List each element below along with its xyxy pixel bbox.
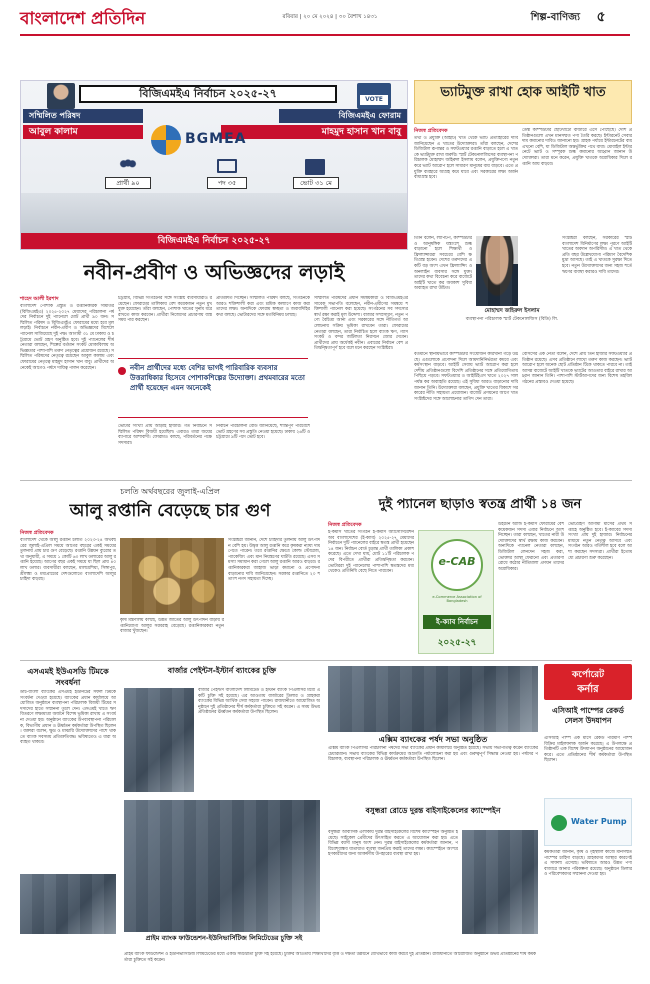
ballot-icon [305, 159, 325, 175]
corporate-corner-badge [544, 664, 632, 700]
corporate-line2: কর্নার [577, 684, 599, 695]
stat-candidates: প্রার্থী ৯০ [105, 177, 151, 189]
prime-photo [124, 800, 320, 932]
election-headline: নবীন-প্রবীণ ও অভিজ্ঞদের লড়াই [83, 260, 345, 284]
bartar-body: বার্জার পেইন্টস বাংলাদেশ লিমিটেড ও ইস্টার্ন ব্যাংক পিএলসির মধ্যে একটি চুক্তি সই হয়েছে। এর আওতায় বার্জারের ডিলার ও গ্রাহকরা ব্যাংকের বিভিন্ন আর্থিক সেবা সহজে পাবেন। রাজধানীতে আয়োজিত অনুষ্ঠানে দুই প্রতিষ্ঠানের শীর্ষ কর্মকর্তারা চুক্তিতে সই করেন। এ সময় উভয় প্রতিষ্ঠানের ঊর্ধ্বতন কর্মকর্তারা উপস্থিত ছিলেন। [198, 688, 320, 716]
vote-label: VOTE [360, 95, 388, 105]
banner-title-box: বিজিএমইএ নির্বাচন ২০২৫-২৭ [79, 85, 337, 103]
vat-body-col2b: সংশ্লিষ্টরা বলছেন, সরকারের স্মার্ট বাংলাদেশ বিনির্মাণের লক্ষ্য পূরণে আইটি খাতের অবদান অপরিসীম। এ খাত থেকে প্রতি বছর উল্লেখযোগ্য পরিমাণ বৈদেশিক মুদ্রা আসছে। তাই এ খাতকে সুরক্ষা দিতে হবে। নতুন উদ্যোক্তাদের জন্য সহজ শর্তে ঋণের ব্যবস্থা করারও দাবি তাদের। [562, 236, 632, 275]
election-body-col4: সম্মিলিত পরিষদের প্রধান সমন্বয়কারী ও বিজিএমইএর সাবেক সভাপতি বলেছেন, নবীন-প্রবীণের সমন্বয়ে শক্তিশালী প্যানেল করা হয়েছে। সংগঠনের সব সদস্যের স্বার্থ রক্ষা করাই মূল উদ্দেশ্য। বাজার সম্প্রসারণ, নতুন পণ্যে বৈচিত্র্য আনা এবং সরকারের সঙ্গে নীতিগত আলোচনায় সক্রিয় ভূমিকা রাখবেন তারা। ফোরামের নেতারা বলছেন, তারা নির্বাচিত হলে ব্যাংক ঋণ, গ্যাস সংকট ও বন্দর জটিলতা নিরসনে জোর দেবেন। প্রার্থীদের প্রায় অর্ধেকই নবীন। এবারের নির্বাচন বেশ প্রতিদ্বন্দ্বিতাপূর্ণ হবে বলে মনে করছেন সংশ্লিষ্টরা। [314, 296, 408, 352]
masthead-logo: বাংলাদেশ প্রতিদিন [20, 9, 146, 29]
ecab-body-col1: ই-কমার্স খাতের সংগঠন ই-কমার্স অ্যাসোসিয়েশন অব বাংলাদেশের (ই-ক্যাব) ২০২৫-২৭ মেয়াদের নির্বাচনে দুটি প্যানেলের বাইরে স্বতন্ত্র প্রার্থী হয়েছেন ১৪ জন। নির্বাচন বোর্ড চূড়ান্ত প্রার্থী তালিকা প্রকাশ করেছে। এতে দেখা যায়, মোট ১১টি পরিচালক পদের বিপরীতে প্রার্থীরা প্রতিদ্বন্দ্বিতা করবেন। ভোটাররা দুই প্যানেলের পাশাপাশি স্বতন্ত্রদের মধ্য থেকেও প্রতিনিধি বেছে নিতে পারবেন। [328, 530, 414, 575]
vat-photo-caption: ব্যবস্থাপনা পরিচালক স্মার্ট টেকনোলজিস (বিডি) লি. [465, 317, 559, 322]
monitor-icon [217, 159, 237, 173]
pullquote-text: নবীন প্রার্থীদের মধ্যে বেশির ভাগই পারিবারিক ব্যবসার উত্তরাধিকার হিসেবে পোশাকশিল্পের উদ্যোক্তা। প্রথমবারের মতো প্রার্থী হয়েছেন এমন অনেকেই [130, 364, 305, 392]
masthead-date: রবিবার | ২০ মে ২০২৪ | ৩০ বৈশাখ ১৪৩১ [282, 14, 378, 20]
prime-title: প্রাইম ব্যাংক ফাউন্ডেশন-ইউনিভার্সিটিজ লিমিটেডের চুক্তি সই [145, 934, 303, 942]
ecab-card-title: ই-ক্যাব নির্বাচন [423, 615, 491, 629]
acc-body-2: কর্মকর্তারা জানান, কৃষি ও গৃহস্থালি কাজে মানসম্মত পাম্পের চাহিদা বাড়ছে। গ্রাহকদের আস্থার কারণেই এ সাফল্য এসেছে। ভবিষ্যতে আরও উন্নত পণ্য বাজারে আনার পরিকল্পনা রয়েছে। অনুষ্ঠানে ডিলার ও পরিবেশকদের সম্মাননা দেওয়া হয়। [544, 850, 632, 878]
sme-title: এসএমই ইউএসডি টিমকে সংবর্ধনা [27, 667, 109, 687]
potato-body-col2: কৃষি মন্ত্রণালয় বলছে, উন্নত জাতের আলু উৎপাদন বাড়ায় রপ্তানিযোগ্য আলুর সরবরাহ বেড়েছে। রপ্তানিকারকরা নতুন বাজার খুঁজছেন। [120, 618, 224, 635]
vat-headline-box: ভ্যাটমুক্ত রাখা হোক আইটি খাত [414, 80, 632, 124]
candidate-photo-left [47, 83, 75, 109]
exim-body: এক্সিম ব্যাংক পিএলসির পরিচালনা পর্ষদের সভা ব্যাংকের প্রধান কার্যালয়ে অনুষ্ঠিত হয়েছে। সভায় সভাপতিত্ব করেন ব্যাংকের চেয়ারম্যান। সভায় ব্যাংকের বিভিন্ন কার্যক্রমের অগ্রগতি পর্যালোচনা করা হয় এবং গুরুত্বপূর্ণ সিদ্ধান্ত নেওয়া হয়। পর্ষদের পরিচালক, ব্যবস্থাপনা পরিচালক ও ঊর্ধ্বতন কর্মকর্তারা উপস্থিত ছিলেন। [328, 746, 538, 763]
potato-byline: নিজস্ব প্রতিবেদক [20, 530, 54, 536]
election-pullquote [118, 358, 308, 418]
exim-photo [328, 666, 538, 732]
corporate-line1: কর্পোরেট [571, 670, 605, 680]
ecab-logo-text: e-CAB [438, 555, 476, 568]
sme-photo [20, 874, 116, 934]
election-byline: শাহেদ আলী ইরশাদ [20, 296, 59, 302]
election-body-col2: চট্টগ্রাম, বিভিন্ন সংগঠনের সঙ্গে সংশ্লিষ্ট ব্যবসায়ীরাও রয়েছেন। ফোরামের তালিকায় বেশ কয়েকজন নতুন মুখ যুক্ত হয়েছেন। তাঁরা বলছেন, পোশাক খাতের সুনাম ধরে রাখতে কাজ করবেন। প্রার্থীরা নিজেদের প্রচারণায় ব্যস্ত সময় পার করছেন। [118, 296, 212, 324]
stat-vote-date: ভোট ৩১ মে [293, 177, 339, 189]
ecab-card-year: ২০২৫-২৭ [437, 638, 477, 648]
page-number: ৫ [596, 9, 606, 25]
exim-title: এক্সিম ব্যাংকের পর্ষদ সভা অনুষ্ঠিত [378, 735, 488, 744]
divider-mid-1 [20, 480, 632, 481]
bartar-photo [124, 688, 194, 792]
vat-body-col1b: তিনি বলেন, ল্যাপটপ, কম্পিউটার ও আনুষঙ্গিক যন্ত্রাংশে শুল্ক বাড়ানো হলে শিক্ষার্থী ও ফ্রিল্যান্সাররা সবচেয়ে বেশি ক্ষতিগ্রস্ত হবেন। দেশের তরুণদের একটি বড় অংশ এখন ফ্রিল্যান্সিং ও অনলাইন ব্যবসার সঙ্গে যুক্ত। তাদের কথা বিবেচনা করে বাজেটে আইটি খাতে কর অবকাশ সুবিধা অব্যাহত রাখা উচিত। [414, 236, 472, 292]
vat-body-col1c: বর্তমানে স্থানীয়ভাবে কম্পিউটার সংযোজন কারখানা গড়ে উঠছে। এগুলোকে প্রণোদনা দিলে আমদানিনির্ভরতা কমবে এবং কর্মসংস্থান বাড়বে। আইটি সেবায় ভ্যাট আরোপ করা হলে দেশীয় প্রতিষ্ঠানগুলো বিদেশি প্রতিষ্ঠানের সঙ্গে প্রতিযোগিতায় পিছিয়ে পড়বে। সফটওয়্যার ও আইটিইএস খাতে ২০২৭ সাল পর্যন্ত কর অব্যাহতি রয়েছে। এই সুবিধা আরও বাড়ানোর দাবি জানান তিনি। উদ্যোক্তারা বলছেন, প্রযুক্তি খাতের বিকাশে সরকারের নীতি সহায়তা প্রয়োজন। বাজেট প্রণয়নের আগে খাতসংশ্লিষ্টদের সঙ্গে আলোচনার তাগিদ দেন তারা। [414, 352, 518, 402]
candidate-right-name: মাহমুদ হাসান খান বাবু [221, 125, 407, 139]
bgmea-logo-text: BGMEA [185, 131, 247, 147]
stat-posts: পদ ৩৫ [207, 177, 247, 189]
potato-body-col3: সংশ্লিষ্টরা জানান, দেশে চাহিদার তুলনায় আলু উৎপাদন বেশি হয়। উদ্বৃত্ত আলু রপ্তানি করে কৃষকরা ন্যায্য দাম পেতে পারেন। তবে রপ্তানির ক্ষেত্রে কোল্ড স্টোরেজ, প্যাকেজিং এবং মান নিয়ন্ত্রণের ঘাটতি রয়েছে। এসব সমস্যা সমাধান করা গেলে আলু রপ্তানি আরও বাড়বে। রপ্তানিকারকরা জাহাজ ভাড়া কমানো ও প্রণোদনা বাড়ানোর দাবি জানিয়েছেন। সরকার রপ্তানিতে ২০ শতাংশ নগদ সহায়তা দিচ্ছে। [228, 538, 320, 583]
ecab-logo-card [418, 530, 494, 654]
vat-byline: নিজস্ব প্রতিবেদক [414, 128, 448, 134]
section-label: শিল্প-বাণিজ্য [530, 12, 580, 23]
ballot-box [357, 83, 391, 109]
vat-photo-name: মোহাম্মদ জহিরুল ইসলাম [484, 308, 540, 314]
potato-kicker: চলতি অর্থবছরের জুলাই-এপ্রিল [120, 487, 220, 496]
election-banner [20, 80, 408, 250]
vat-portrait-photo [476, 236, 518, 306]
vat-body-col2a: ডেস্ক কম্পিউটার ছোটখাটো বাজারে এসে পৌঁছেছে। দেশি প্রতিষ্ঠানগুলো এখন মানসম্মত পণ্য তৈরি করছে। ইন্টারনেট সেবার দাম কমানোর দাবিও জানানো হয়। গ্রাহক পর্যায়ে ইন্টারনেটের ব্যয় এখনো বেশি, যা ডিজিটাল অন্তর্ভুক্তির পথে বাধা। মোবাইল ইন্টারনেটে ভ্যাট ও সম্পূরক শুল্ক কমানোর আহ্বান জানান উদ্যোক্তারা। তারা মনে করেন, প্রযুক্তি খাতকে অগ্রাধিকার দিলে রপ্তানি আয় বাড়বে। [522, 128, 632, 167]
bashundhara-body: বসুন্ধরা আবাসিক এলাকায় দুরন্ত বাইসাইকেলের বিশেষ ক্যাম্পেইন অনুষ্ঠিত হয়েছে। সাইকেল প্রেমীদের উৎসাহিত করতে এ আয়োজন করা হয়। এতে বিভিন্ন বয়সী মানুষ অংশ নেন। দুরন্ত বাইসাইকেলের কর্মকর্তারা জানান, পরিবেশবান্ধব যাতায়াত ব্যবস্থা জনপ্রিয় করাই তাদের লক্ষ্য। ক্যাম্পেইনে অংশগ্রহণকারীদের জন্য আকর্ষণীয় উপহারের ব্যবস্থা রাখা হয়। [328, 830, 458, 858]
ecab-logo-subtext: e-Commerce Association of Bangladesh [432, 595, 482, 604]
ecab-byline: নিজস্ব প্রতিবেদক [328, 522, 362, 528]
panel-left-label: সম্মিলিত পরিষদ [23, 109, 143, 123]
panel-right-label: বিজিএমইএ ফোরাম [279, 109, 407, 123]
potato-headline: আলু রপ্তানি বেড়েছে চার গুণ [69, 501, 271, 521]
ecab-body-col2: উইমেন অ্যান্ড ই-কমার্স ফোরামের বেশ কয়েকজন সদস্য এবার নির্বাচনে অংশ নিচ্ছেন। তারা বলছেন, খাতের নারী উদ্যোক্তাদের স্বার্থ রক্ষায় কাজ করবেন। অন্যদিকে প্যানেল নেতারা বলছেন, ডিজিটাল লেনদেন সহজ করা, ভোক্তার আস্থা ফেরানো এবং প্রতারণা রোধে কঠোর নীতিমালা প্রণয়ন তাদের অগ্রাধিকার। [498, 522, 564, 572]
election-body-col2b: ভোটার সংখ্যা প্রায় আড়াই হাজার। গত নির্বাচনে সম্মিলিত পরিষদ বিজয়ী হয়েছিল। এবারও তারা জয়ের ব্যাপারে আশাবাদী। ফোরামও বলছে, পরিবর্তনের পক্ষে সদস্যরা। [118, 424, 212, 446]
election-body-col3b: নির্বাচন পরিচালনা বোর্ড জানিয়েছে, শান্তিপূর্ণ পরিবেশে ভোট গ্রহণের সব প্রস্তুতি নেওয়া হয়েছে। ঢাকায় ২৬টি ও চট্টগ্রামে ৯টি পদে ভোট হবে। [216, 424, 310, 441]
bartar-title: বার্জার পেইন্টস-ইস্টার্ন ব্যাংকের চুক্তি [167, 666, 277, 675]
water-pump-icon [551, 815, 567, 831]
ecab-headline: দুই প্যানেল ছাড়াও স্বতন্ত্র প্রার্থী ১৪ জন [378, 497, 582, 512]
acc-body-1: এসিআই পাম্প এক মাসে রেকর্ড পরিমাণ পাম্প বিক্রির মাইলফলক অর্জন করেছে। এ উপলক্ষে প্রতিষ্ঠানটি এক বিশেষ উদযাপন অনুষ্ঠানের আয়োজন করে। এতে প্রতিষ্ঠানের শীর্ষ কর্মকর্তারা উপস্থিত ছিলেন। [544, 736, 632, 764]
election-body-col3: প্রতিশ্রুতি দিচ্ছেন। সম্মিলিত পরিষদ বলছে, সংগঠনকে আরও শক্তিশালী করা এবং শ্রমিক কল্যাণে কাজ করা তাদের লক্ষ্য। অন্যদিকে ফোরাম স্বচ্ছতা ও জবাবদিহির কথা বলছে। ভোটারদের সঙ্গে মতবিনিময় চলছে। [216, 296, 310, 318]
acc-product-ad [544, 798, 632, 846]
candidate-left-name: আবুল কালাম [23, 125, 143, 139]
potato-photo [120, 538, 224, 614]
bashundhara-photo [462, 830, 538, 934]
divider-mid-2 [20, 660, 632, 661]
vat-body-col1a: তথ্য ও প্রযুক্তি (আইটি) খাত থেকে ভ্যাট প্রত্যাহারের দাবি জানিয়েছেন এ খাতের উদ্যোক্তারা। তাঁরা বলছেন, দেশের ডিজিটাল রূপান্তর ও সফটওয়্যার রপ্তানি বাড়াতে হলে এ খাতকে ভ্যাটমুক্ত রাখা জরুরি। স্মার্ট টেকনোলজিসের ব্যবস্থাপনা পরিচালক মোহাম্মদ জহিরুল ইসলাম বলেন, প্রযুক্তিপণ্যে নতুন করে ভ্যাট আরোপ হলে সাধারণ মানুষের ব্যয় বাড়বে। এতে প্রযুক্তি ব্যবহারে আগ্রহ কমে যাবে এবং সরকারের লক্ষ্য অর্জন বাধাগ্রস্ত হবে। [414, 136, 518, 181]
sme-body: ডাচ-বাংলা ব্যাংকের এসএমই ইউনিটের সফল টিমকে সংবর্ধনা দেওয়া হয়েছে। ব্যাংকের প্রধান কার্যালয়ে আয়োজিত অনুষ্ঠানে ব্যবস্থাপনা পরিচালক বিজয়ী টিমের সদস্যদের হাতে সম্মাননা তুলে দেন। এসএমই খাতে ঋণ বিতরণে লক্ষ্যমাত্রা অর্জনে বিশেষ ভূমিকা রাখায় এ সংবর্ধনা দেওয়া হয়। অনুষ্ঠানে ব্যাংকের উপব্যবস্থাপনা পরিচালক, বিভাগীয় প্রধান ও ঊর্ধ্বতন কর্মকর্তারা উপস্থিত ছিলেন। বক্তারা বলেন, ক্ষুদ্র ও মাঝারি উদ্যোক্তাদের পাশে থাকতে ব্যাংক সবসময় প্রতিশ্রুতিবদ্ধ। ভবিষ্যতেও এ ধারা অব্যাহত থাকবে। [20, 690, 116, 746]
banner-strip: বিজিএমইএ নির্বাচন ২০২৫-২৭ [21, 233, 407, 249]
potato-body-col1: বাংলাদেশ থেকে আলু রপ্তানি চলতি ২০২৩-২৪ অর্থবছরের জুলাই-এপ্রিল সময়ে আগের বছরের একই সময়ের তুলনায় প্রায় চার গুণ বেড়েছে। রপ্তানি উন্নয়ন ব্যুরোর তথ্য অনুযায়ী, এ সময়ে ১ কোটি ৬০ লাখ ডলারের আলু রপ্তানি হয়েছে। আগের বছর একই সময়ে যা ছিল প্রায় ৪০ লাখ ডলার। ব্যবসায়ীরা বলছেন, মালয়েশিয়া, সিঙ্গাপুর, শ্রীলঙ্কা ও মধ্যপ্রাচ্যের দেশগুলোতে বাংলাদেশি আলুর চাহিদা বাড়ছে। [20, 538, 116, 583]
vat-body-col2c: বেসিসের এক নেতা বলেন, দেশে প্রায় তিন হাজার সফটওয়্যার প্রতিষ্ঠান রয়েছে। এসব প্রতিষ্ঠানে লাখো তরুণ কাজ করছেন। ভ্যাট আরোপ হলে অনেক ছোট প্রতিষ্ঠান টিকে থাকতে পারবে না। তাই আসন্ন বাজেটে আইটি খাতকে ভ্যাটের আওতার বাইরে রাখার আহ্বান জানান তিনি। পাশাপাশি স্টার্টআপদের জন্য বিশেষ তহবিল গঠনের প্রস্তাবও দেওয়া হয়েছে। [522, 352, 632, 385]
bashundhara-title: বসুন্ধরা রোডে দুরন্ত বাইসাইকেলের ক্যাম্পেইন [365, 806, 501, 815]
ecab-body-col3: ভোটগ্রহণ আগামী মাসের প্রথম সপ্তাহে অনুষ্ঠিত হবে। ই-ক্যাবের সদস্য সংখ্যা প্রায় দুই হাজার। নির্বাচনের মাধ্যমে নতুন নেতৃত্ব আসবে এবং সংগঠন আরও গতিশীল হবে বলে আশা করছেন সদস্যরা। প্রার্থীরা ইতোমধ্যে প্রচারণা শুরু করেছেন। [568, 522, 632, 561]
people-icon [117, 159, 139, 175]
bgmea-logo [151, 123, 261, 157]
prime-body: প্রাইম ব্যাংক ফাউন্ডেশন ও ইউনিভার্সিটিজ লিমিটেডের মধ্যে একটি সমঝোতা চুক্তি সই হয়েছে। চুক্তির আওতায় শিক্ষার্থীদের বৃত্তি ও দক্ষতা উন্নয়নে যৌথভাবে কাজ করবে দুই প্রতিষ্ঠান। রাজধানীতে আয়োজিত অনুষ্ঠানে উভয় প্রতিষ্ঠানের শীর্ষ কর্মকর্তারা চুক্তিতে সই করেন। [124, 952, 536, 963]
acc-title: এসিআই পাম্পের রেকর্ড সেলস উদযাপন [552, 706, 624, 725]
crowd-illustration [21, 193, 407, 233]
pullquote-marker [118, 367, 126, 375]
election-body-col1: বাংলাদেশ পোশাক প্রস্তুত ও রপ্তানিকারক সমিতির (বিজিএমইএ) ২০২৫-২০২৭ মেয়াদের পরিচালনা পর্ষদের নির্বাচনে দুই প্যানেলে মোট প্রার্থী ৯০ জন। সম্মিলিত পরিষদ ও বিজিএমইএ ফোরামের মধ্যে হবে মূল লড়াই। নির্বাচনে নবীন-প্রবীণ ও অভিজ্ঞদের মিশেলে প্যানেল সাজিয়েছে দুই পক্ষ। আগামী ৩১ মে ঢাকায় ও চট্টগ্রামে ভোট গ্রহণ অনুষ্ঠিত হবে। দুই প্যানেলের শীর্ষ নেতারা বলছেন, শিল্পের বর্তমান সংকট মোকাবিলায় অভিজ্ঞতার পাশাপাশি তরুণ নেতৃত্বের প্রয়োজন রয়েছে। সম্মিলিত পরিষদের নেতৃত্বে রয়েছেন আবুল কালাম এবং ফোরামের নেতৃত্বে মাহমুদ হাসান খান বাবু। প্রার্থীদের অনেকেই আগেও পর্ষদে দায়িত্ব পালন করেছেন। [20, 304, 114, 371]
water-pump-text: Water Pump [571, 817, 627, 826]
masthead-rule [20, 34, 630, 36]
